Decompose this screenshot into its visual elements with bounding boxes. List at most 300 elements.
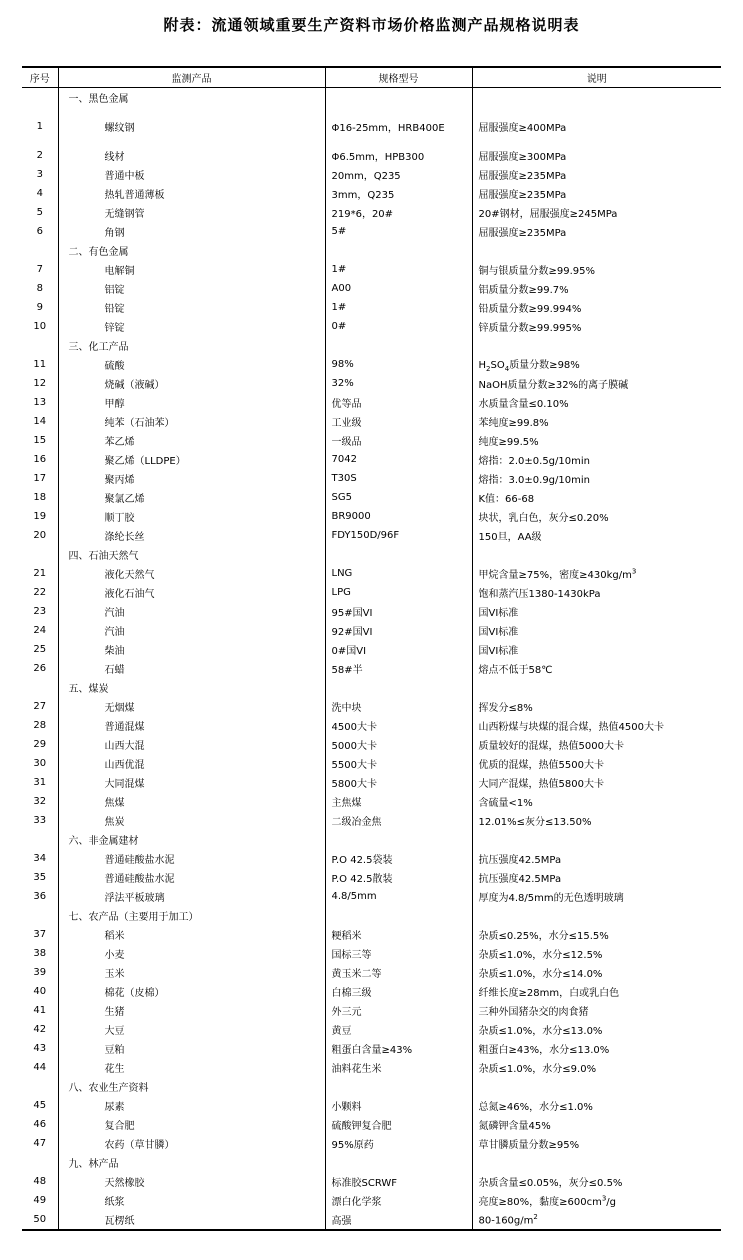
desc-text: 熔点不低于58℃ xyxy=(478,665,553,676)
desc-value xyxy=(472,526,721,545)
row-num: 33 xyxy=(22,811,58,830)
product-name: 大豆 xyxy=(58,1020,325,1039)
spec-value: 标准胶SCRWF xyxy=(325,1172,472,1191)
desc-value xyxy=(472,963,721,982)
table-row xyxy=(22,868,721,887)
spec-value: 5000大卡 xyxy=(325,735,472,754)
row-desc xyxy=(472,1077,721,1096)
desc-text: 粗蛋白≥43%，水分≤13.0% xyxy=(478,1045,610,1056)
spec-value: 1# xyxy=(325,298,472,317)
product-name: 石蜡 xyxy=(58,659,325,678)
category-row xyxy=(22,678,721,697)
product-name: 甲醇 xyxy=(58,393,325,412)
table-row xyxy=(22,412,721,431)
desc-value xyxy=(472,811,721,830)
row-desc xyxy=(472,906,721,925)
desc-part: SO xyxy=(490,360,505,371)
desc-text: 饱和蒸汽压1380-1430kPa xyxy=(478,589,601,600)
spec-value: 一级品 xyxy=(325,431,472,450)
desc-text: 苯纯度≥99.8% xyxy=(478,418,549,429)
desc-value xyxy=(472,1134,721,1153)
spec-value: T30S xyxy=(325,469,472,488)
desc-text: 杂质≤1.0%，水分≤13.0% xyxy=(478,1026,603,1037)
desc-value xyxy=(472,792,721,811)
product-name: 聚乙烯（LLDPE） xyxy=(58,450,325,469)
row-num: 29 xyxy=(22,735,58,754)
table-row xyxy=(22,165,721,184)
product-name: 普通中板 xyxy=(58,165,325,184)
table-row xyxy=(22,602,721,621)
table-row xyxy=(22,279,721,298)
desc-value xyxy=(472,697,721,716)
row-desc xyxy=(472,830,721,849)
row-num: 43 xyxy=(22,1039,58,1058)
row-num: 50 xyxy=(22,1210,58,1230)
table-row xyxy=(22,1210,721,1230)
category-label: 五、煤炭 xyxy=(58,678,325,697)
row-num: 37 xyxy=(22,925,58,944)
spec-value: LNG xyxy=(325,564,472,583)
table-row xyxy=(22,1058,721,1077)
row-num: 44 xyxy=(22,1058,58,1077)
table-row xyxy=(22,944,721,963)
desc-text: NaOH质量分数≥32%的离子膜碱 xyxy=(478,380,629,391)
row-spec xyxy=(325,241,472,260)
row-num: 40 xyxy=(22,982,58,1001)
row-num: 34 xyxy=(22,849,58,868)
desc-text: 熔指：2.0±0.5g/10min xyxy=(478,456,590,467)
row-num xyxy=(22,678,58,697)
table-row xyxy=(22,469,721,488)
page-title: 附表：流通领域重要生产资料市场价格监测产品规格说明表 xyxy=(163,16,580,34)
row-spec xyxy=(325,1077,472,1096)
desc-value xyxy=(472,1172,721,1191)
table-row xyxy=(22,1134,721,1153)
product-name: 稻米 xyxy=(58,925,325,944)
row-num: 23 xyxy=(22,602,58,621)
desc-text: 块状，乳白色，灰分≤0.20% xyxy=(478,513,609,524)
desc-value xyxy=(472,450,721,469)
product-name: 汽油 xyxy=(58,602,325,621)
category-label: 八、农业生产资料 xyxy=(58,1077,325,1096)
spec-value: 4500大卡 xyxy=(325,716,472,735)
table-row xyxy=(22,621,721,640)
row-num xyxy=(22,336,58,355)
desc-superscript: 3 xyxy=(631,567,637,576)
table-row xyxy=(22,697,721,716)
spec-value: 219*6，20# xyxy=(325,203,472,222)
desc-text: 屈服强度≥235MPa xyxy=(478,228,567,239)
product-name: 尿素 xyxy=(58,1096,325,1115)
spec-value: P.O 42.5散装 xyxy=(325,868,472,887)
desc-value xyxy=(472,279,721,298)
table-row xyxy=(22,659,721,678)
row-num: 38 xyxy=(22,944,58,963)
row-num: 1 xyxy=(22,107,58,146)
row-num: 16 xyxy=(22,450,58,469)
table-row xyxy=(22,887,721,906)
product-name: 热轧普通薄板 xyxy=(58,184,325,203)
spec-value: 白棉三级 xyxy=(325,982,472,1001)
category-label: 四、石油天然气 xyxy=(58,545,325,564)
desc-value xyxy=(472,393,721,412)
desc-value xyxy=(472,184,721,203)
row-num: 26 xyxy=(22,659,58,678)
category-row xyxy=(22,1153,721,1172)
spec-value: 32% xyxy=(325,374,472,393)
desc-text: 150旦，AA级 xyxy=(478,532,542,543)
table-row xyxy=(22,811,721,830)
product-name: 聚氯乙烯 xyxy=(58,488,325,507)
desc-text: 挥发分≤8% xyxy=(478,703,533,714)
spec-value: 主焦煤 xyxy=(325,792,472,811)
table-row xyxy=(22,222,721,241)
desc-text: 杂质≤0.25%，水分≤15.5% xyxy=(478,931,609,942)
product-name: 生猪 xyxy=(58,1001,325,1020)
spec-value: 黄豆 xyxy=(325,1020,472,1039)
desc-text: 国VI标准 xyxy=(478,608,519,619)
category-row xyxy=(22,830,721,849)
spec-value: 漂白化学浆 xyxy=(325,1191,472,1210)
desc-value xyxy=(472,754,721,773)
desc-value xyxy=(472,431,721,450)
row-num: 17 xyxy=(22,469,58,488)
row-num: 30 xyxy=(22,754,58,773)
desc-value xyxy=(472,222,721,241)
spec-value: 粳稻米 xyxy=(325,925,472,944)
spec-value: A00 xyxy=(325,279,472,298)
product-name: 液化天然气 xyxy=(58,564,325,583)
table-row xyxy=(22,488,721,507)
desc-text: 锌质量分数≥99.995% xyxy=(478,323,582,334)
table-row xyxy=(22,450,721,469)
row-num: 41 xyxy=(22,1001,58,1020)
product-name: 天然橡胶 xyxy=(58,1172,325,1191)
desc-text: 纤维长度≥28mm，白或乳白色 xyxy=(478,988,620,999)
product-name: 农药（草甘膦） xyxy=(58,1134,325,1153)
table-row xyxy=(22,203,721,222)
product-name: 豆粕 xyxy=(58,1039,325,1058)
row-num: 42 xyxy=(22,1020,58,1039)
spec-value: 小颗料 xyxy=(325,1096,472,1115)
table-row xyxy=(22,1001,721,1020)
desc-value xyxy=(472,374,721,393)
product-name: 顺丁胶 xyxy=(58,507,325,526)
table-row xyxy=(22,431,721,450)
product-name: 无缝钢管 xyxy=(58,203,325,222)
row-num: 35 xyxy=(22,868,58,887)
desc-part: 2 xyxy=(486,365,491,373)
product-name: 铝锭 xyxy=(58,279,325,298)
spec-value: 黄玉米二等 xyxy=(325,963,472,982)
product-name: 汽油 xyxy=(58,621,325,640)
spec-value: 国标三等 xyxy=(325,944,472,963)
row-num: 21 xyxy=(22,564,58,583)
table-row xyxy=(22,754,721,773)
row-num: 6 xyxy=(22,222,58,241)
row-desc xyxy=(472,241,721,260)
spec-value: SG5 xyxy=(325,488,472,507)
desc-text: 20#钢材，屈服强度≥245MPa xyxy=(478,209,618,220)
product-name: 普通硅酸盐水泥 xyxy=(58,849,325,868)
category-label: 九、林产品 xyxy=(58,1153,325,1172)
category-row xyxy=(22,336,721,355)
desc-text: 屈服强度≥235MPa xyxy=(478,190,567,201)
row-num xyxy=(22,545,58,564)
spec-value: 高强 xyxy=(325,1210,472,1230)
product-name: 硫酸 xyxy=(58,355,325,374)
desc-value xyxy=(472,868,721,887)
desc-value xyxy=(472,488,721,507)
desc-text: 氮磷钾含量45% xyxy=(478,1121,551,1132)
row-num: 24 xyxy=(22,621,58,640)
row-num: 39 xyxy=(22,963,58,982)
table-row xyxy=(22,507,721,526)
spec-value: 95#国VI xyxy=(325,602,472,621)
desc-value xyxy=(472,298,721,317)
desc-part: H xyxy=(478,360,487,371)
desc-text: 亮度≥80%，黏度≥600cm xyxy=(478,1197,602,1208)
table-row xyxy=(22,982,721,1001)
table-row xyxy=(22,849,721,868)
table-row xyxy=(22,735,721,754)
desc-text: 铅质量分数≥99.994% xyxy=(478,304,582,315)
row-num: 14 xyxy=(22,412,58,431)
desc-value xyxy=(472,1210,721,1230)
table-row xyxy=(22,317,721,336)
category-label: 六、非金属建材 xyxy=(58,830,325,849)
desc-value xyxy=(472,1096,721,1115)
desc-value xyxy=(472,583,721,602)
table-row xyxy=(22,963,721,982)
product-name: 纯苯（石油苯） xyxy=(58,412,325,431)
row-spec xyxy=(325,906,472,925)
desc-text: 屈服强度≥300MPa xyxy=(478,152,567,163)
desc-text: 山西粉煤与块煤的混合煤，热值4500大卡 xyxy=(478,722,664,733)
table-row xyxy=(22,925,721,944)
table-row xyxy=(22,1039,721,1058)
table-row xyxy=(22,260,721,279)
spec-value: 58#半 xyxy=(325,659,472,678)
desc-text: 熔指：3.0±0.9g/10min xyxy=(478,475,590,486)
spec-value: 95%原药 xyxy=(325,1134,472,1153)
desc-text: 80-160g/m xyxy=(478,1215,534,1227)
desc-value xyxy=(472,944,721,963)
spec-value: 油料花生米 xyxy=(325,1058,472,1077)
spec-value: 3mm，Q235 xyxy=(325,184,472,203)
desc-text: 总氮≥46%，水分≤1.0% xyxy=(478,1102,593,1113)
spec-value: P.O 42.5袋装 xyxy=(325,849,472,868)
row-num: 3 xyxy=(22,165,58,184)
product-name: 聚丙烯 xyxy=(58,469,325,488)
product-name: 螺纹钢 xyxy=(58,107,325,146)
table-row xyxy=(22,1096,721,1115)
category-row xyxy=(22,88,721,108)
row-num: 47 xyxy=(22,1134,58,1153)
table-row xyxy=(22,773,721,792)
desc-value xyxy=(472,107,721,146)
row-spec xyxy=(325,545,472,564)
desc-value xyxy=(472,146,721,165)
spec-value: 92#国VI xyxy=(325,621,472,640)
desc-value xyxy=(472,355,721,374)
category-label: 二、有色金属 xyxy=(58,241,325,260)
desc-value xyxy=(472,621,721,640)
header-spec: 规格型号 xyxy=(325,67,472,88)
desc-value xyxy=(472,1001,721,1020)
row-num: 25 xyxy=(22,640,58,659)
spec-value: Φ16-25mm，HRB400E xyxy=(325,107,472,146)
row-num: 9 xyxy=(22,298,58,317)
desc-text: 三种外国猪杂交的肉食猪 xyxy=(478,1007,589,1018)
desc-text: 优质的混煤，热值5500大卡 xyxy=(478,760,604,771)
row-desc xyxy=(472,88,721,108)
product-name: 玉米 xyxy=(58,963,325,982)
row-spec xyxy=(325,1153,472,1172)
row-num: 15 xyxy=(22,431,58,450)
category-label: 一、黑色金属 xyxy=(58,88,325,108)
desc-text: 大同产混煤，热值5800大卡 xyxy=(478,779,604,790)
spec-value: 0#国VI xyxy=(325,640,472,659)
spec-value: 98% xyxy=(325,355,472,374)
desc-superscript: 3 xyxy=(601,1194,607,1203)
table-row xyxy=(22,792,721,811)
table-row xyxy=(22,583,721,602)
desc-text: 水质量含量≤0.10% xyxy=(478,399,569,410)
row-num xyxy=(22,88,58,108)
product-name: 小麦 xyxy=(58,944,325,963)
desc-value xyxy=(472,1039,721,1058)
row-num: 7 xyxy=(22,260,58,279)
table-row xyxy=(22,1191,721,1210)
spec-value: 20mm，Q235 xyxy=(325,165,472,184)
row-num: 19 xyxy=(22,507,58,526)
desc-value xyxy=(472,507,721,526)
desc-text: 含硫量<1% xyxy=(478,798,533,809)
table-row xyxy=(22,107,721,146)
product-name: 线材 xyxy=(58,146,325,165)
row-num: 36 xyxy=(22,887,58,906)
spec-value: 4.8/5mm xyxy=(325,887,472,906)
spec-value: 工业级 xyxy=(325,412,472,431)
product-name: 角钢 xyxy=(58,222,325,241)
row-num: 8 xyxy=(22,279,58,298)
desc-value xyxy=(472,602,721,621)
desc-text: 铜与银质量分数≥99.95% xyxy=(478,266,596,277)
row-desc xyxy=(472,545,721,564)
spec-value: LPG xyxy=(325,583,472,602)
row-num: 12 xyxy=(22,374,58,393)
desc-value xyxy=(472,317,721,336)
spec-value: 0# xyxy=(325,317,472,336)
table-row xyxy=(22,1172,721,1191)
product-name: 无烟煤 xyxy=(58,697,325,716)
row-num: 2 xyxy=(22,146,58,165)
desc-value xyxy=(472,260,721,279)
row-num: 13 xyxy=(22,393,58,412)
spec-value: 硫酸钾复合肥 xyxy=(325,1115,472,1134)
spec-value: Φ6.5mm，HPB300 xyxy=(325,146,472,165)
product-name: 焦炭 xyxy=(58,811,325,830)
spec-value: 7042 xyxy=(325,450,472,469)
spec-value: 5# xyxy=(325,222,472,241)
desc-text: 厚度为4.8/5mm的无色透明玻璃 xyxy=(478,893,624,904)
row-num xyxy=(22,241,58,260)
desc-text: 铝质量分数≥99.7% xyxy=(478,285,569,296)
category-row xyxy=(22,906,721,925)
table-row xyxy=(22,526,721,545)
desc-text: 纯度≥99.5% xyxy=(478,437,539,448)
desc-value xyxy=(472,203,721,222)
table-row xyxy=(22,355,721,374)
desc-text: 屈服强度≥235MPa xyxy=(478,171,567,182)
desc-value xyxy=(472,1020,721,1039)
desc-value xyxy=(472,887,721,906)
spec-value: FDY150D/96F xyxy=(325,526,472,545)
table-row xyxy=(22,564,721,583)
product-name: 液化石油气 xyxy=(58,583,325,602)
desc-text: 杂质≤1.0%，水分≤12.5% xyxy=(478,950,603,961)
row-num: 32 xyxy=(22,792,58,811)
row-num: 48 xyxy=(22,1172,58,1191)
row-num: 5 xyxy=(22,203,58,222)
table-body xyxy=(22,88,721,1231)
row-num: 46 xyxy=(22,1115,58,1134)
desc-text: 国VI标准 xyxy=(478,627,519,638)
row-num: 27 xyxy=(22,697,58,716)
desc-value xyxy=(472,773,721,792)
spec-value: 1# xyxy=(325,260,472,279)
row-num: 4 xyxy=(22,184,58,203)
desc-value xyxy=(472,925,721,944)
desc-text: 国VI标准 xyxy=(478,646,519,657)
product-name: 普通混煤 xyxy=(58,716,325,735)
desc-value xyxy=(472,735,721,754)
row-num xyxy=(22,830,58,849)
desc-suffix: /g xyxy=(606,1197,616,1208)
desc-value xyxy=(472,1058,721,1077)
desc-part: 质量分数≥98% xyxy=(509,360,580,371)
row-spec xyxy=(325,830,472,849)
desc-text: 抗压强度42.5MPa xyxy=(478,855,562,866)
product-name: 普通硅酸盐水泥 xyxy=(58,868,325,887)
row-spec xyxy=(325,336,472,355)
product-name: 山西优混 xyxy=(58,754,325,773)
table-row xyxy=(22,393,721,412)
desc-text: 12.01%≤灰分≤13.50% xyxy=(478,817,592,828)
category-label: 三、化工产品 xyxy=(58,336,325,355)
desc-value xyxy=(472,564,721,583)
desc-text: 质量较好的混煤，热值5000大卡 xyxy=(478,741,624,752)
product-name: 纸浆 xyxy=(58,1191,325,1210)
product-name: 山西大混 xyxy=(58,735,325,754)
desc-text: 屈服强度≥400MPa xyxy=(478,123,567,134)
table-row xyxy=(22,146,721,165)
desc-text: K值：66-68 xyxy=(478,494,535,505)
table-row xyxy=(22,298,721,317)
product-name: 锌锭 xyxy=(58,317,325,336)
product-name: 柴油 xyxy=(58,640,325,659)
row-num xyxy=(22,906,58,925)
row-desc xyxy=(472,678,721,697)
spec-value: 5500大卡 xyxy=(325,754,472,773)
row-num: 28 xyxy=(22,716,58,735)
row-num: 11 xyxy=(22,355,58,374)
desc-part: 4 xyxy=(504,365,510,373)
desc-value xyxy=(472,849,721,868)
row-num: 22 xyxy=(22,583,58,602)
table-row xyxy=(22,1020,721,1039)
